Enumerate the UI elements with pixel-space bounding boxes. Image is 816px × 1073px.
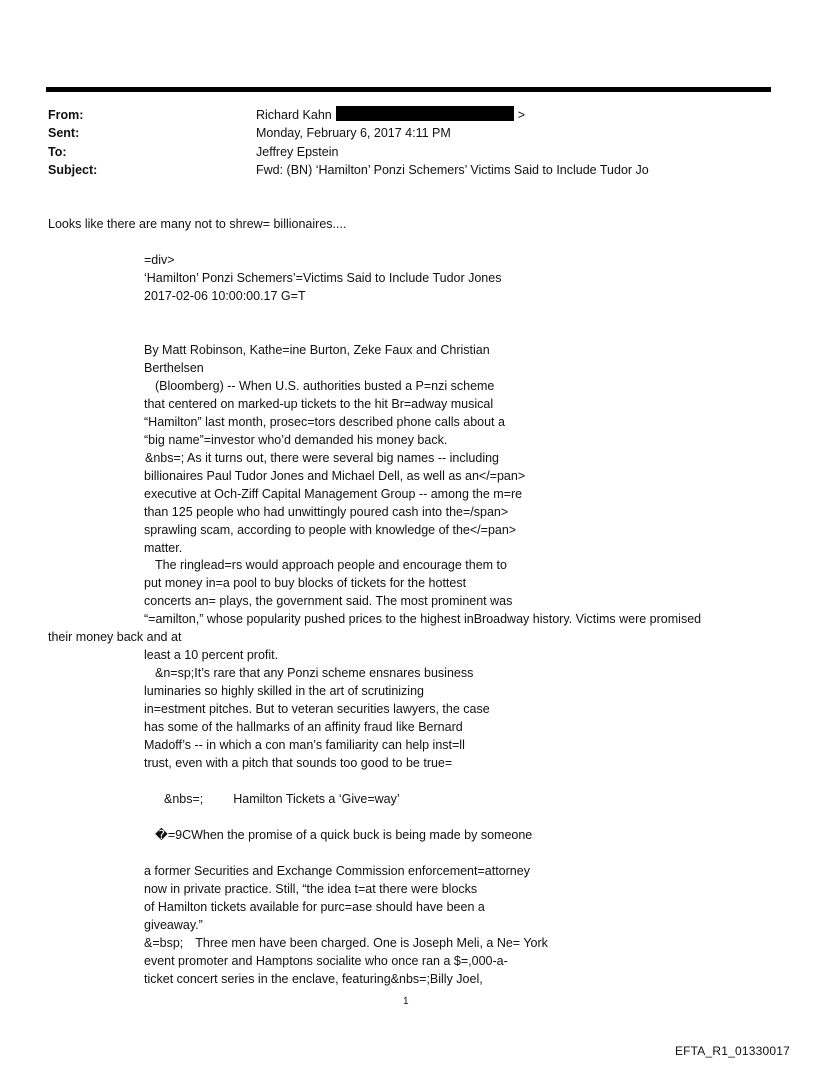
paragraph-line: least a 10 percent profit.	[144, 648, 279, 662]
subject-value: Fwd: (BN) ‘Hamilton’ Ponzi Schemers’ Victims Said to Include Tudor Jo	[256, 163, 649, 177]
paragraph-line: &n=sp;It’s rare that any Ponzi scheme ensnares business	[155, 666, 474, 680]
p6-entity: &=bsp;	[144, 936, 184, 950]
paragraph-line: a former Securities and Exchange Commission enforcement=attorney	[144, 864, 530, 878]
byline-line: By Matt Robinson, Kathe=ine Burton, Zeke Faux and Christian	[144, 343, 490, 357]
page-number: 1	[403, 996, 409, 1007]
subject-label: Subject:	[48, 163, 98, 177]
intro-text: Looks like there are many not to shrew= billionaires....	[48, 217, 347, 231]
paragraph-line: “Hamilton” last month, prosec=tors described phone calls about a	[144, 415, 505, 429]
paragraph-line: concerts an= plays, the government said. The most prominent was	[144, 594, 513, 608]
paragraph-line: event promoter and Hamptons socialite who once ran a $=,000-a-	[144, 954, 508, 968]
paragraph-line: than 125 people who had unwittingly poured cash into the=/span>	[144, 505, 509, 519]
paragraph-line: luminaries so highly skilled in the art of scrutinizing	[144, 684, 424, 698]
subhead-entity: &nbs=;	[164, 792, 204, 806]
paragraph-line: trust, even with a pitch that sounds too good to be true=	[144, 756, 453, 770]
p6-first: Three men have been charged. One is Joseph Meli, a Ne= York	[195, 936, 548, 950]
paragraph-line: matter.	[144, 541, 183, 555]
paragraph-line: Madoff’s -- in which a con man’s familiarity can help inst=ll	[144, 738, 465, 752]
header-rule	[46, 87, 771, 92]
from-name: Richard Kahn	[256, 108, 332, 122]
paragraph-line: executive at Och-Ziff Capital Management Group -- among the m=re	[144, 487, 523, 501]
paragraph-line: their money back and at	[48, 630, 182, 644]
to-value: Jeffrey Epstein	[256, 145, 339, 159]
paragraph-line	[144, 934, 548, 952]
paragraph-line: has some of the hallmarks of an affinity fraud like Bernard	[144, 720, 463, 734]
sent-label: Sent:	[48, 126, 80, 140]
paragraph-line: sprawling scam, according to people with knowledge of the</=pan>	[144, 523, 517, 537]
subhead	[164, 790, 400, 808]
from-suffix: >	[517, 108, 526, 122]
paragraph-line: “big name”=investor who’d demanded his money back.	[144, 433, 448, 447]
paragraph-line: ticket concert series in the enclave, featuring&nbs=;Billy Joel,	[144, 972, 483, 986]
paragraph-line: The ringlead=rs would approach people and encourage them to	[155, 558, 507, 572]
document-id: EFTA_R1_01330017	[674, 1044, 790, 1058]
paragraph-line: put money in=a pool to buy blocks of tickets for the hottest	[144, 576, 467, 590]
paragraph-line: &nbs=; As it turns out, there were several big names -- including	[145, 451, 499, 465]
sent-value: Monday, February 6, 2017 4:11 PM	[256, 126, 451, 140]
div-tag: =div>	[144, 253, 175, 267]
paragraph-line: that centered on marked-up tickets to the hit Br=adway musical	[144, 397, 494, 411]
byline-line: Berthelsen	[144, 361, 204, 375]
paragraph-line: of Hamilton tickets available for purc=ase should have been a	[144, 900, 485, 914]
redaction-box	[336, 106, 514, 121]
from-label: From:	[48, 108, 84, 122]
paragraph-line: now in private practice. Still, “the idea t=at there were blocks	[144, 882, 478, 896]
from-value	[256, 106, 525, 124]
timestamp: 2017-02-06 10:00:00.17 G=T	[144, 289, 306, 303]
headline: ‘Hamilton’ Ponzi Schemers’=Victims Said to Include Tudor Jones	[144, 271, 502, 285]
paragraph-line: “=amilton,” whose popularity pushed prices to the highest inBroadway history. Victims were promised	[144, 612, 702, 626]
paragraph-line: billionaires Paul Tudor Jones and Michael Dell, as well as an</=pan>	[144, 469, 526, 483]
paragraph-line: (Bloomberg) -- When U.S. authorities busted a P=nzi scheme	[155, 379, 495, 393]
quote-line: �=9CWhen the promise of a quick buck is being made by someone	[155, 828, 533, 842]
subhead-text: Hamilton Tickets a ‘Give=way’	[233, 792, 400, 806]
paragraph-line: in=estment pitches. But to veteran securities lawyers, the case	[144, 702, 490, 716]
to-label: To:	[48, 145, 67, 159]
paragraph-line: giveaway.”	[144, 918, 203, 932]
